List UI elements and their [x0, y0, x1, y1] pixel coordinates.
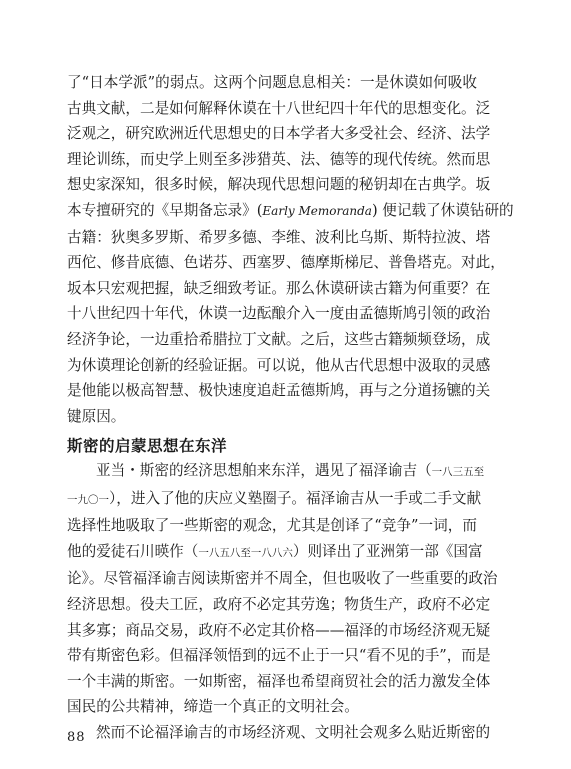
- text-line: 经济争论，一边重拾希腊拉丁文献。之后，这些古籍频频登场，成: [67, 330, 491, 348]
- text-fragment: 他的爱徒石川暎作（: [67, 542, 199, 560]
- text-line: 论》。尽管福泽谕吉阅读斯密并不周全，但也吸收了一些重要的政治: [67, 570, 498, 588]
- paragraph-hume-classics: [67, 70, 514, 429]
- text-line: 国民的公共精神，缔造一个真正的文明社会。: [67, 698, 359, 716]
- text-line: 带有斯密色彩。但福泽领悟到的远不止于一只“看不见的手”，而是: [67, 647, 491, 665]
- text-line: 键原因。: [67, 407, 126, 425]
- text-line: 经济思想。役夫工匠，政府不必定其劳逸；物货生产，政府不必定: [67, 595, 491, 613]
- text-line: 泛观之，研究欧洲近代思想史的日本学者大多受社会、经济、法学: [67, 125, 491, 143]
- text-line: 西佗、修昔底德、色诺芬、西塞罗、德摩斯梯尼、普鲁塔克。对此，: [67, 254, 505, 272]
- text-line: 一个丰满的斯密。一如斯密，福泽也希望商贸社会的活力激发全体: [67, 672, 491, 690]
- text-line: 古籍：狄奥多罗斯、希罗多德、李维、波利比乌斯、斯特拉波、塔: [67, 228, 491, 246]
- section-heading: 斯密的启蒙思想在东洋: [67, 437, 228, 455]
- text-line: 了“日本学派”的弱点。这两个问题息息相关：一是休谟如何吸收: [67, 74, 477, 91]
- paragraph-smith-fukuzawa: [67, 458, 498, 746]
- text-line: [67, 486, 482, 514]
- text-fragment: ）则译出了亚洲第一部《国富: [292, 542, 483, 560]
- italic-title: Early Memoranda: [262, 203, 372, 218]
- text-fragment: ) 便记载了休谟钻研的: [371, 201, 514, 219]
- date-range: 一八三五至: [431, 466, 485, 478]
- date-range: 一八五八至一八八六: [198, 546, 293, 559]
- text-line: 想史家深知，很多时候，解决现代思想问题的秘钥却在古典学。坂: [67, 176, 491, 194]
- text-line: 古典文献，二是如何解释休谟在十八世纪四十年代的思想变化。泛: [67, 99, 491, 117]
- text-line: [67, 458, 485, 486]
- text-line: 是他能以极高智慧、极快速度追赶孟德斯鸠，再与之分道扬镳的关: [67, 382, 491, 400]
- text-line: 选择性地吸取了一些斯密的观念，尤其是创译了“竞争”一词，而: [67, 517, 477, 535]
- text-line: [67, 198, 514, 225]
- text-line: 理论训练，而史学上则至多涉猎英、法、德等的现代传统。然而思: [67, 150, 491, 168]
- page-number: 88: [67, 730, 86, 745]
- text-line: 坂本只宏观把握，缺乏细致考证。那么休谟研读古籍为何重要？在: [67, 279, 491, 297]
- text-fragment: ），进入了他的庆应义塾圈子。福泽谕吉从一手或二手文献: [109, 489, 482, 507]
- text-fragment: 亚当・斯密的经济思想舶来东洋，遇见了福泽谕吉（: [96, 462, 432, 479]
- text-line: 十八世纪四十年代，休谟一边酝酿介入一度由孟德斯鸠引领的政治: [67, 305, 491, 323]
- text-line: 为休谟理论创新的经验证据。可以说，他从古代思想中汲取的灵感: [67, 356, 491, 374]
- text-fragment: 本专擅研究的《早期备忘录》(: [67, 201, 263, 219]
- text-line: 其多寡；商品交易，政府不必定其价格——福泽的市场经济观无疑: [67, 621, 491, 639]
- date-range: 一九〇一: [67, 493, 109, 506]
- text-line: [67, 539, 483, 567]
- text-line: 然而不论福泽谕吉的市场经济观、文明社会观多么贴近斯密的: [96, 723, 491, 741]
